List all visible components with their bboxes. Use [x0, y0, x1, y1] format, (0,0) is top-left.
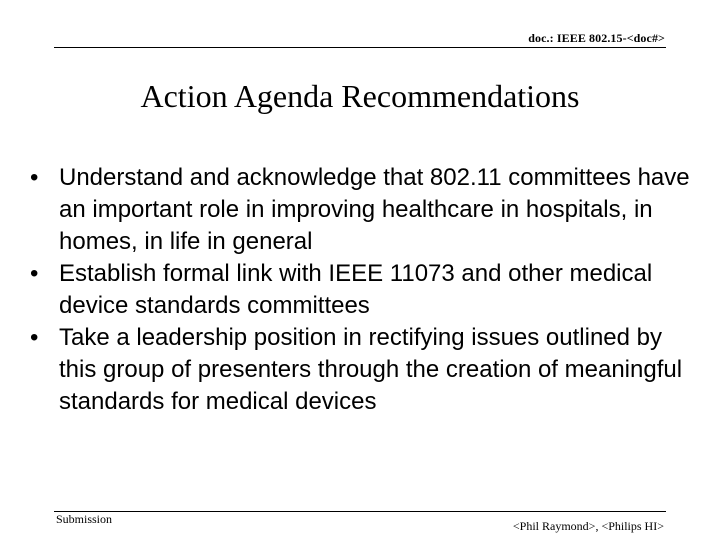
bullet-text: Take a leadership position in rectifying issues outlined by this group of presenters through the creation of meaningful standards for medical devices [59, 324, 683, 415]
bullet-item [30, 162, 690, 258]
bullet-item [30, 322, 690, 418]
header-divider [54, 47, 666, 48]
document-id: doc.: IEEE 802.15-<doc#> [528, 31, 665, 45]
footer-submission-label: Submission [56, 512, 113, 526]
bullet-text: Understand and acknowledge that 802.11 committees have an important role in improving healthcare in hospitals, in homes, in life in general [59, 164, 690, 255]
footer-author: <Phil Raymond>, <Philips HI> [512, 519, 664, 533]
footer-divider [54, 511, 666, 512]
bullet-item [30, 258, 690, 322]
bullet-text: Establish formal link with IEEE 11073 and other medical device standards committees [59, 260, 653, 319]
bullet-marker: • [30, 164, 39, 191]
bullet-list [30, 162, 690, 418]
bullet-marker: • [30, 260, 39, 287]
slide-title: Action Agenda Recommendations [140, 78, 580, 114]
bullet-marker: • [30, 324, 39, 351]
